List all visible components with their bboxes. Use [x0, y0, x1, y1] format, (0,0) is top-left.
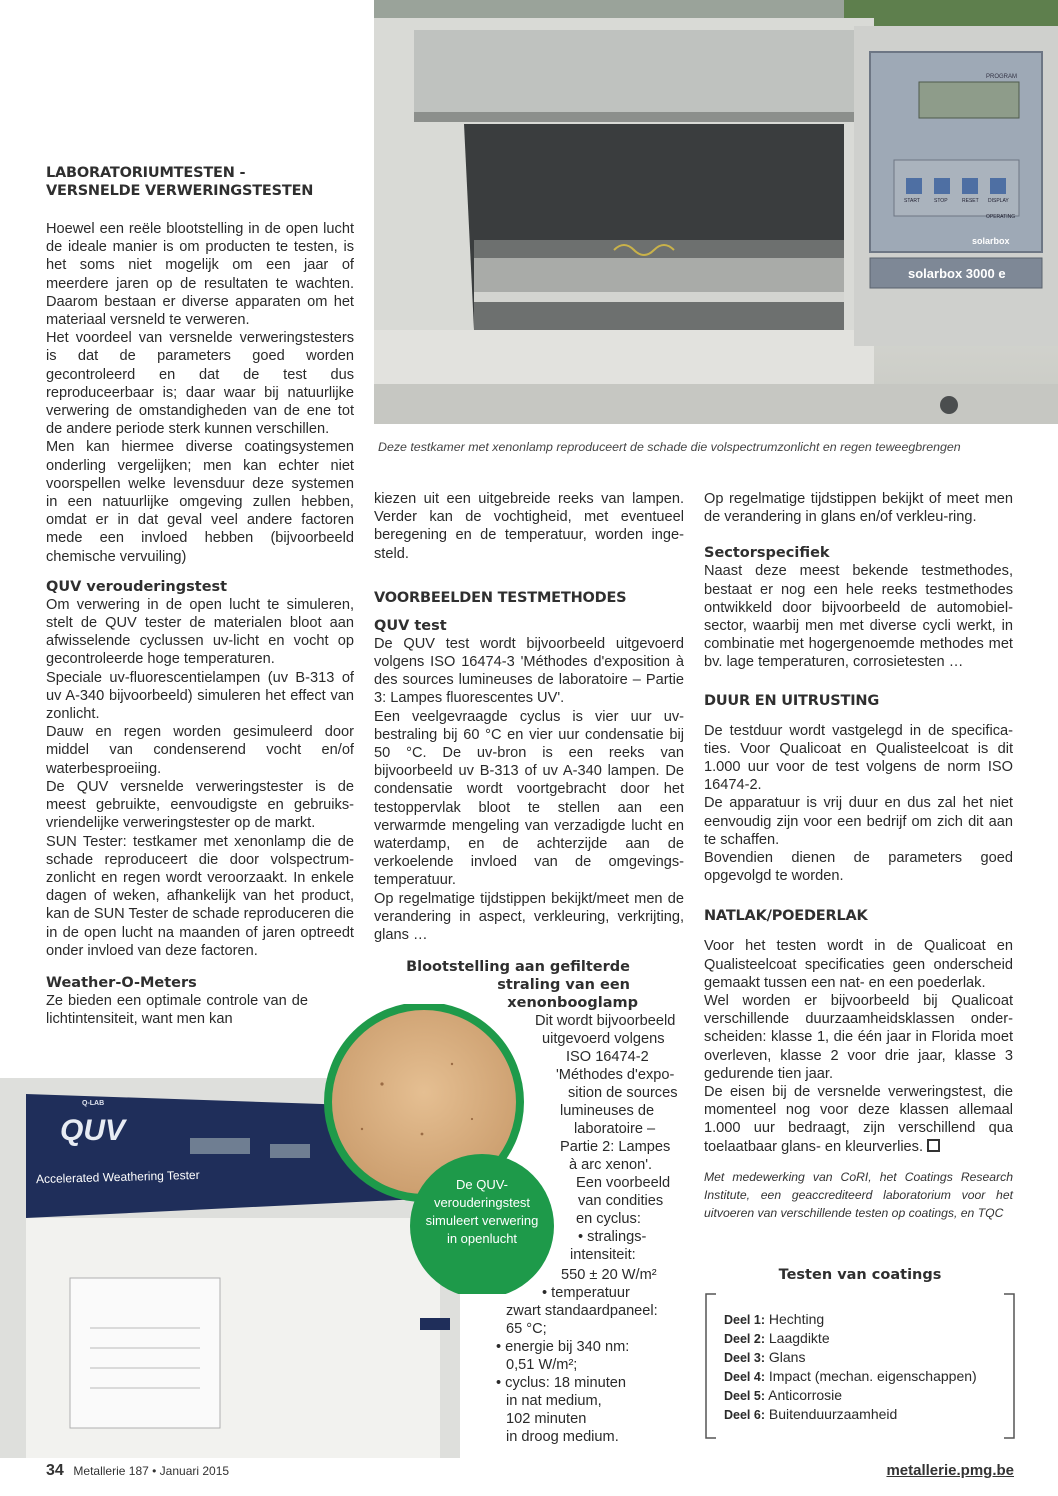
- box-title-text: Testen van coatings: [778, 1267, 942, 1283]
- quv-paragraph: Om verwering in de open lucht te simuleren, stelt de QUV tester de materialen bloot aan afwisselende cyclussen uv-licht en vocht op gecontroleerde hoge temperaturen.: [46, 596, 354, 668]
- badge-line: simuleert verwering: [425, 1213, 539, 1228]
- section1-heading-line1: LABORATORIUMTESTEN -: [46, 165, 246, 181]
- footer-url[interactable]: metallerie.pmg.be: [886, 1462, 1014, 1479]
- duur-paragraph: Bovendien dienen de parameters goed opgevolgd te worden.: [704, 850, 1013, 885]
- col3-continuation: Op regelmatige tijdstippen bekijkt of meet men de verandering in glans en/of verkleu-ring.: [704, 491, 1013, 526]
- panel-label-reset: RESET: [962, 198, 979, 204]
- col2-paragraph: De QUV test wordt bijvoorbeeld uitgevoerd volgens ISO 16474-3 'Méthodes d'exposition à des sources lumineuses de laboratoire – Partie 3: Lampes fluorescentes UV'.: [374, 635, 684, 707]
- coating-list: [724, 1310, 1014, 1424]
- section1-paragraph: Hoewel een reële blootstelling in de open lucht de ideale manier is om producten te testen, is het soms niet mogelijk om een jaar of meerdere jaren op de resultaten te wachten. Daarom bestaan er diverse apparaten om het materiaal versneld te verweren.: [46, 221, 354, 329]
- xenon-line: laboratoire –: [574, 1121, 656, 1137]
- xenon-line: Een voorbeeld: [576, 1175, 671, 1191]
- natlak-paragraph: De eisen bij de versnelde verweringstest, die momenteel nog voor deze klassen allemaal 1.000 uur bedraagt, zijn verschillend qua toelaatbaar glans- en kleurverlies.: [704, 1084, 1013, 1155]
- xenon-line: • temperatuur: [542, 1285, 630, 1301]
- panel-label-program: PROGRAM: [986, 74, 1018, 80]
- badge-line: verouderingstest: [433, 1195, 531, 1210]
- xenon-heading-line: Blootstelling aan gefilterde: [406, 959, 630, 975]
- quv-paragraph: Speciale uv-fluorescentielampen (uv B-313 of uv A-340 bijvoorbeeld) simuleren het effect van zonlicht.: [46, 669, 354, 723]
- page-number: 34: [46, 1462, 64, 1479]
- xenon-line: 'Méthodes d'expo-: [556, 1067, 675, 1083]
- column-2: [374, 490, 684, 944]
- credit-text: Met medewerking van CoRI, het Coatings Research Institute, een geaccrediteerd laboratorium voor het uitvoeren van verschillende testen op coatings, en TQC: [704, 1169, 1013, 1220]
- xenon-heading-line: straling van een: [497, 977, 630, 993]
- list-item: Deel 6: Buitenduurzaamheid: [724, 1406, 898, 1422]
- duur-paragraph: De apparatuur is vrij duur en dus zal het niet eenvoudig zijn voor een bedrijf om zich dit aan te schaffen.: [704, 795, 1013, 848]
- col2-continuation: kiezen uit een uitgebreide reeks van lampen. Verder kan de vochtigheid, met eventueel beregening en de temperatuur, worden inge-steld.: [374, 491, 684, 562]
- xenon-line: sition de sources: [568, 1085, 678, 1101]
- xenon-heading: [400, 958, 638, 1012]
- xenon-line: à arc xenon'.: [569, 1157, 653, 1173]
- column-3: [704, 490, 1013, 1222]
- photo-testkamer: [374, 0, 1058, 424]
- xenon-line: • energie bij 340 nm:: [496, 1339, 630, 1355]
- end-mark-icon: [927, 1139, 940, 1152]
- panel-label-start: START: [904, 198, 920, 204]
- xenon-line: ISO 16474-2: [566, 1049, 649, 1065]
- panel-label-operating: OPERATING: [986, 214, 1016, 220]
- xenon-line: 550 ± 20 W/m²: [561, 1267, 657, 1283]
- xenon-line: 0,51 W/m²;: [506, 1357, 578, 1373]
- section-laboratoriumtesten: [46, 164, 354, 1028]
- quv-logo: Q-LAB: [82, 1100, 105, 1107]
- wom-text: Ze bieden een optimale controle van de lichtintensiteit, want men kan: [46, 992, 308, 1028]
- quv-heading: QUV verouderingstest: [46, 578, 228, 595]
- natlak-paragraph: Voor het testen wordt in de Qualicoat en Qualisteelcoat specificaties geen onderscheid gemaakt tussen een nat- en een poederlak.: [704, 938, 1013, 991]
- col2-paragraph: Op regelmatige tijdstippen bekijkt/meet men de verandering in aspect, verkleuring, verkrijting, glans …: [374, 890, 684, 944]
- panel-label-brand: solarbox: [972, 236, 1010, 246]
- xenon-line: • stralings-: [578, 1229, 647, 1245]
- quv-paragraph: SUN Tester: testkamer met xenonlamp die de schade reproduceert die door volspectrum-zonlicht en regen wordt veroorzaakt. In enkele dagen of weken, afhankelijk van het product, kan de SUN Tester de schade reproduceren die in de open lucht na maanden of jaren optreedt onder invloed van deze factoren.: [46, 833, 355, 959]
- list-item: Deel 3: Glans: [724, 1349, 806, 1365]
- xenon-line: in droog medium.: [506, 1429, 619, 1445]
- badge-line: De QUV-: [455, 1177, 508, 1192]
- quv-title: Accelerated Weathering Tester: [35, 1167, 200, 1187]
- panel-label-model: solarbox 3000 e: [908, 266, 1006, 281]
- panel-label-stop: STOP: [934, 198, 948, 204]
- duur-heading: DUUR EN UITRUSTING: [704, 692, 880, 709]
- section1-paragraph: Men kan hiermee diverse coatingsystemen onderling vergelijken; men kan echter niet voorspellen welke levensduur deze systemen in een natuurlijke omgeving zullen hebben, omdat er in dat geval veel andere factoren mede een invloed hebben (bijvoorbeeld chemische vervuiling): [46, 439, 354, 565]
- section1-paragraph: Het voordeel van versnelde verweringstesters is dat de parameters goed worden gecontroleerd en dat de test dus reproduceerbaar is; daar waar bij natuurlijke verwering de omstandigheden van de ene tot de andere periode sterk kunnen verschillen.: [46, 330, 354, 438]
- xenon-line: Dit wordt bijvoorbeeld: [535, 1013, 676, 1029]
- sector-heading: Sectorspecifiek: [704, 545, 830, 562]
- quv-paragraph: De QUV versnelde verweringstester is de meest gebruikte, eenvoudigste en gebruiks-vriendelijke verweringstester op de markt.: [46, 778, 354, 832]
- footer-left: [46, 1462, 229, 1480]
- xenon-line: in nat medium,: [506, 1393, 602, 1409]
- xenon-line: • cyclus: 18 minuten: [496, 1375, 627, 1391]
- xenon-line: uitgevoerd volgens: [542, 1031, 665, 1047]
- col2-paragraph: Een veelgevraagde cyclus is vier uur uv-bestraling bij 60 °C en vier uur condensatie bij 50 °C. De uv-bron is een reeks van bijvoorbeeld uv B-313 of uv A-340 lampen. De condensatie wordt voortgebracht door het testoppervlak bloot te stellen aan een verwarmde mengeling van verzadigde lucht en waterdamp, en de achterzijde aan de verkoelende invloed van de omgevings-temperatuur.: [374, 708, 684, 889]
- badge-line: in openlucht: [446, 1231, 518, 1246]
- issue-info: Metallerie 187 • Januari 2015: [73, 1464, 230, 1478]
- xenon-line: van condities: [578, 1193, 664, 1209]
- list-item: Deel 4: Impact (mechan. eigenschappen): [724, 1368, 977, 1384]
- list-item: Deel 2: Laagdikte: [724, 1330, 830, 1346]
- xenon-line: lumineuses de: [560, 1103, 655, 1119]
- section1-heading-line2: VERSNELDE VERWERINGSTESTEN: [46, 183, 314, 199]
- xenon-heading-line: xenonbooglamp: [507, 995, 638, 1011]
- natlak-heading: NATLAK/POEDERLAK: [704, 908, 868, 925]
- duur-paragraph: De testduur wordt vastgelegd in de specifica-ties. Voor Qualicoat en Qualisteelcoat is dit 1.000 uur voor de test volgens de norm ISO 16474-2.: [704, 722, 1013, 794]
- list-item: Deel 1: Hechting: [724, 1311, 825, 1327]
- testkamer-illustration: [374, 0, 1058, 424]
- list-item: Deel 5: Anticorrosie: [724, 1387, 843, 1403]
- xenon-line: 102 minuten: [506, 1411, 587, 1427]
- photo-caption: Deze testkamer met xenonlamp reproduceert de schade die volspectrumzonlicht en regen teweegbrengen: [378, 440, 961, 454]
- wom-heading: Weather-O-Meters: [46, 974, 197, 991]
- xenon-line: intensiteit:: [570, 1247, 636, 1263]
- quv-brand: QUV: [60, 1114, 126, 1147]
- natlak-paragraph: Wel worden er bijvoorbeeld bij Qualicoat verschillende duurzaamheidsklassen onder-scheiden: klasse 1, die één jaar in Florida moet overleven, klasse 2 voor drie jaar, klasse 3 gedurende tien jaar.: [704, 993, 1013, 1082]
- box-title: [704, 1266, 1016, 1284]
- quv-paragraph: Dauw en regen worden gesimuleerd door middel van condenserend vocht en/of waterbesproeiing.: [46, 724, 354, 777]
- panel-label-display: DISPLAY: [988, 198, 1009, 204]
- xenon-line: 65 °C;: [506, 1321, 547, 1337]
- xenon-line: en cyclus:: [576, 1211, 641, 1227]
- quv-badge: [412, 1176, 552, 1248]
- xenon-line: Partie 2: Lampes: [560, 1139, 671, 1155]
- voorbeelden-heading: VOORBEELDEN TESTMETHODES: [374, 589, 627, 606]
- circle-graphics: [312, 1004, 564, 1294]
- sector-text: Naast deze meest bekende testmethodes, bestaat er nog een hele reeks testmethodes ontwikkeld door bijvoorbeeld de automobiel-sector, waarbij men met diverse cycli werkt, in combinatie met hogergenoemde methodes met bv. lage temperaturen, corrosietesten …: [704, 563, 1013, 671]
- xenon-line: zwart standaardpaneel:: [506, 1303, 658, 1319]
- quv-test-heading: QUV test: [374, 617, 447, 634]
